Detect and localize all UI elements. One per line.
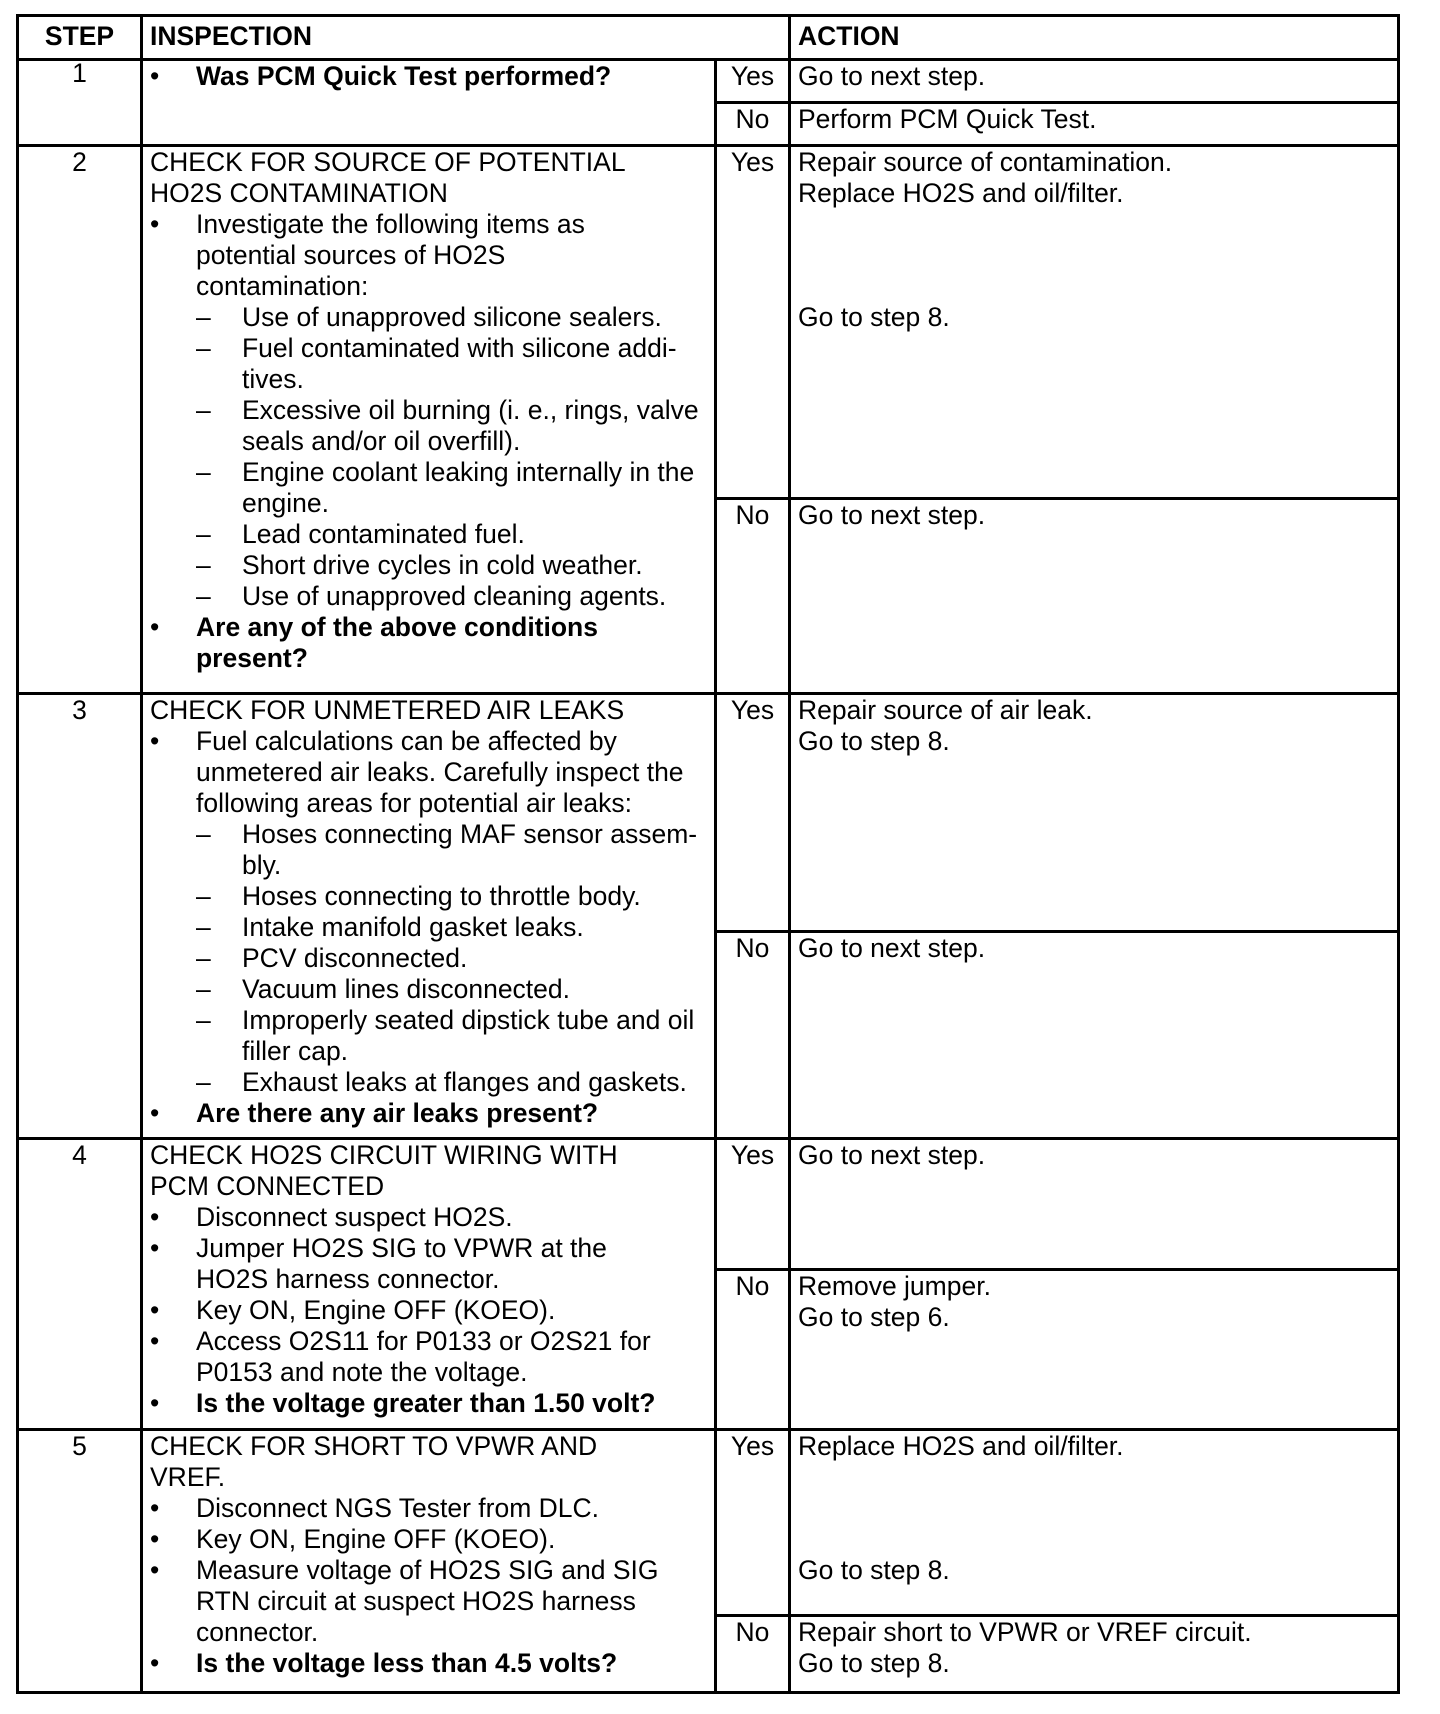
item-text: tives. (242, 364, 304, 394)
step-title: HO2S CONTAMINATION (150, 178, 448, 208)
item-text: engine. (242, 488, 329, 518)
no-label: No (735, 104, 770, 134)
step-number: 3 (72, 695, 87, 725)
dash: – (196, 519, 211, 549)
bullet-text: RTN circuit at suspect HO2S harness (196, 1586, 636, 1616)
step-title: PCM CONNECTED (150, 1171, 385, 1201)
item-text: Engine coolant leaking internally in the (242, 457, 695, 487)
bullet: • (150, 726, 160, 756)
dash: – (196, 302, 211, 332)
dash: – (196, 1067, 211, 1097)
step-number: 2 (72, 147, 87, 177)
dash: – (196, 457, 211, 487)
step-question: Was PCM Quick Test performed? (196, 61, 612, 91)
header-step: STEP (44, 21, 115, 51)
bullet: • (150, 1524, 160, 1554)
bullet-text: Jumper HO2S SIG to VPWR at the (196, 1233, 607, 1263)
bullet: • (150, 1202, 160, 1232)
step-number: 4 (72, 1140, 87, 1170)
yes-action: Replace HO2S and oil/filter. (798, 178, 1124, 208)
bullet: • (150, 61, 160, 91)
bullet-text: Disconnect suspect HO2S. (196, 1202, 513, 1232)
bullet-text: Disconnect NGS Tester from DLC. (196, 1493, 600, 1523)
dash: – (196, 333, 211, 363)
yes-label: Yes (730, 1431, 775, 1461)
step-number: 1 (72, 58, 87, 88)
yes-label: Yes (730, 695, 775, 725)
step-title: CHECK HO2S CIRCUIT WIRING WITH (150, 1140, 618, 1170)
intro-text: Investigate the following items as (196, 209, 585, 239)
bullet: • (150, 612, 160, 642)
no-label: No (735, 1271, 770, 1301)
step-title: CHECK FOR SHORT TO VPWR AND (150, 1431, 598, 1461)
dash: – (196, 1005, 211, 1035)
bullet: • (150, 1493, 160, 1523)
bullet: • (150, 1295, 160, 1325)
step-number: 5 (72, 1431, 87, 1461)
intro-text: contamination: (196, 271, 369, 301)
yes-action-goto: Go to step 8. (798, 1555, 950, 1585)
bullet: • (150, 1233, 160, 1263)
item-text: Exhaust leaks at flanges and gaskets. (242, 1067, 687, 1097)
dash: – (196, 943, 211, 973)
no-action: Go to step 8. (798, 1648, 950, 1678)
item-text: Intake manifold gasket leaks. (242, 912, 584, 942)
action-column-divider (788, 14, 791, 1694)
dash: – (196, 819, 211, 849)
no-label: No (735, 1617, 770, 1647)
bullet: • (150, 1648, 160, 1678)
bullet: • (150, 1326, 160, 1356)
item-text: Fuel contaminated with silicone addi- (242, 333, 677, 363)
dash: – (196, 912, 211, 942)
header-action: ACTION (798, 21, 900, 51)
item-text: Hoses connecting to throttle body. (242, 881, 641, 911)
item-text: bly. (242, 850, 282, 880)
no-action: Go to next step. (798, 500, 986, 530)
diagnostic-table (16, 14, 1400, 1694)
item-text: seals and/or oil overfill). (242, 426, 521, 456)
item-text: PCV disconnected. (242, 943, 468, 973)
bullet-text: Measure voltage of HO2S SIG and SIG (196, 1555, 659, 1585)
yes-label: Yes (730, 147, 775, 177)
step-title: VREF. (150, 1462, 226, 1492)
step-column-divider (140, 14, 143, 1694)
item-text: Use of unapproved cleaning agents. (242, 581, 667, 611)
no-action: Go to step 6. (798, 1302, 950, 1332)
dash: – (196, 974, 211, 1004)
no-label: No (735, 933, 770, 963)
yes-label: Yes (730, 1140, 775, 1170)
step-question: Is the voltage less than 4.5 volts? (196, 1648, 618, 1678)
table-border-bottom (16, 1691, 1400, 1694)
no-label: No (735, 500, 770, 530)
intro-text: unmetered air leaks. Carefully inspect the (196, 757, 684, 787)
item-text: filler cap. (242, 1036, 349, 1066)
item-text: Hoses connecting MAF sensor assem- (242, 819, 698, 849)
table-border-right (1397, 14, 1400, 1694)
step-question: Are any of the above conditions (196, 612, 598, 642)
item-text: Use of unapproved silicone sealers. (242, 302, 662, 332)
dash: – (196, 581, 211, 611)
no-action: Perform PCM Quick Test. (798, 104, 1097, 134)
bullet-text: HO2S harness connector. (196, 1264, 500, 1294)
yes-action: Repair source of air leak. (798, 695, 1093, 725)
yes-action: Repair source of contamination. (798, 147, 1173, 177)
bullet-text: Key ON, Engine OFF (KOEO). (196, 1295, 556, 1325)
bullet: • (150, 209, 160, 239)
yes-action: Go to next step. (798, 1140, 986, 1170)
dash: – (196, 881, 211, 911)
bullet: • (150, 1555, 160, 1585)
bullet: • (150, 1388, 160, 1418)
yes-label: Yes (730, 61, 775, 91)
intro-text: Fuel calculations can be affected by (196, 726, 617, 756)
step-question: present? (196, 643, 308, 673)
bullet-text: Key ON, Engine OFF (KOEO). (196, 1524, 556, 1554)
item-text: Vacuum lines disconnected. (242, 974, 571, 1004)
yes-action: Replace HO2S and oil/filter. (798, 1431, 1124, 1461)
step-question: Are there any air leaks present? (196, 1098, 599, 1128)
item-text: Short drive cycles in cold weather. (242, 550, 643, 580)
dash: – (196, 395, 211, 425)
header-inspection: INSPECTION (150, 21, 312, 51)
yes-action: Go to next step. (798, 61, 986, 91)
step-question: Is the voltage greater than 1.50 volt? (196, 1388, 656, 1418)
bullet-text: connector. (196, 1617, 319, 1647)
no-action: Remove jumper. (798, 1271, 991, 1301)
yes-action-goto: Go to step 8. (798, 302, 950, 332)
step-title: CHECK FOR SOURCE OF POTENTIAL (150, 147, 626, 177)
item-text: Improperly seated dipstick tube and oil (242, 1005, 695, 1035)
bullet-text: Access O2S11 for P0133 or O2S21 for (196, 1326, 651, 1356)
dash: – (196, 550, 211, 580)
bullet: • (150, 1098, 160, 1128)
bullet-text: P0153 and note the voltage. (196, 1357, 528, 1387)
no-action: Repair short to VPWR or VREF circuit. (798, 1617, 1252, 1647)
no-action: Go to next step. (798, 933, 986, 963)
intro-text: potential sources of HO2S (196, 240, 506, 270)
intro-text: following areas for potential air leaks: (196, 788, 633, 818)
step-title: CHECK FOR UNMETERED AIR LEAKS (150, 695, 625, 725)
yes-action: Go to step 8. (798, 726, 950, 756)
item-text: Lead contaminated fuel. (242, 519, 525, 549)
item-text: Excessive oil burning (i. e., rings, valve (242, 395, 699, 425)
